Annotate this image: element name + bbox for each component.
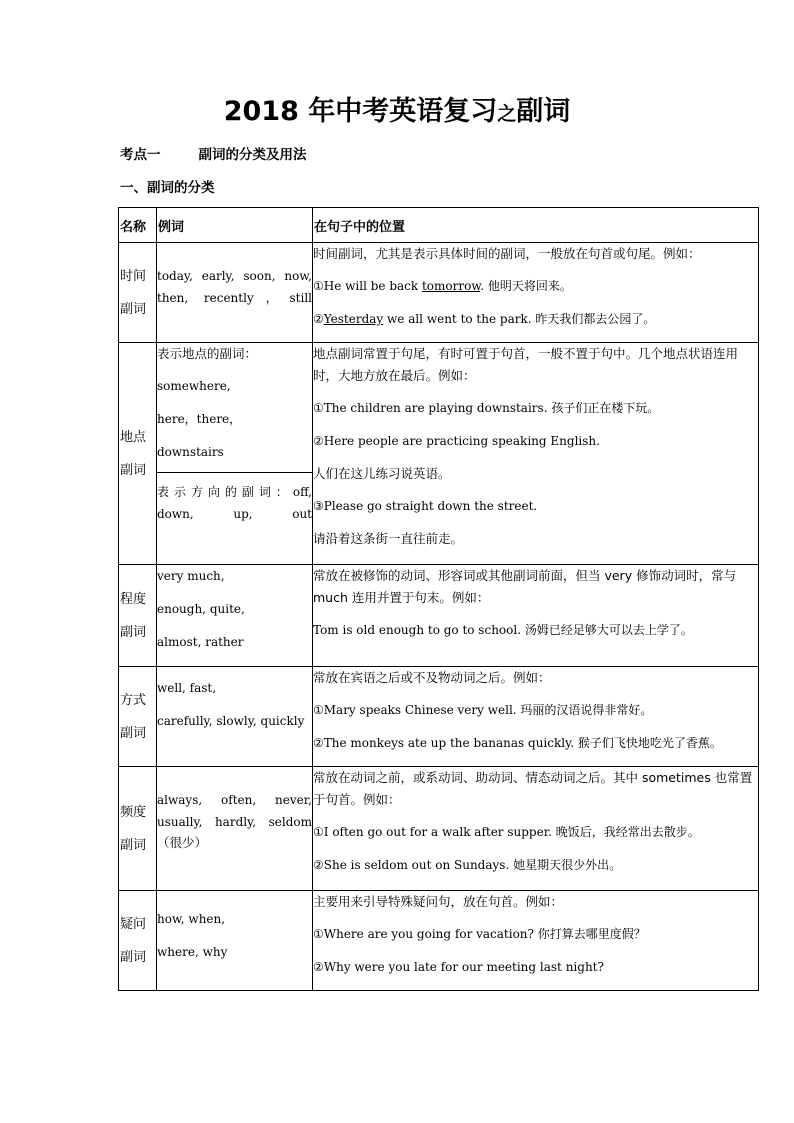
title-main: 2018 年中考英语复习: [223, 96, 498, 127]
row-position-time: [313, 243, 759, 343]
adverb-table: [118, 207, 759, 991]
desc-text: 常放在动词之前，或系动词、助动词、情态动词之后。其中 sometimes 也常置于句首。例如：: [313, 770, 753, 807]
sentence-2: ②Why were you late for our meeting last night?: [313, 960, 604, 974]
sentence-1: Tom is old enough to go to school. 汤姆已经足够大可以去上学了。: [313, 623, 693, 637]
examples-text: almost, rather: [157, 635, 244, 649]
sentence-1: ①I often go out for a walk after supper. 晚饭后，我经常出去散步。: [313, 825, 700, 839]
examples-text: where, why: [157, 945, 228, 959]
row-examples-frequency: [157, 767, 313, 891]
table-row: [119, 343, 759, 565]
row-position-interrogative: [313, 891, 759, 991]
examples-direction: [157, 472, 312, 525]
examples-text: well, fast,: [157, 681, 217, 695]
row-examples-time: [157, 243, 313, 343]
sentence-2-translation: 人们在这儿练习说英语。: [313, 466, 451, 481]
examples-place-title: 表示地点的副词：: [157, 346, 258, 361]
examples-text: here，there，: [157, 412, 242, 426]
row-name-frequency: 频度副词: [119, 767, 157, 891]
sentence-2: ②Yesterday we all went to the park. 昨天我们都去公园了。: [313, 312, 656, 326]
sentence-3-translation: 请沿着这条街一直往前走。: [313, 531, 464, 546]
row-examples-place: [157, 343, 313, 565]
sentence-3: ③Please go straight down the street.: [313, 499, 538, 513]
examples-text: enough, quite,: [157, 602, 245, 616]
table-header-row: [119, 208, 759, 243]
examples-text: always, often, never,: [157, 793, 312, 807]
examples-text: （很少）: [157, 835, 208, 850]
row-position-manner: [313, 667, 759, 767]
table-row: [119, 767, 759, 891]
header-position: 在句子中的位置: [313, 208, 759, 243]
kaodian-heading: [120, 143, 307, 163]
examples-text: today, early, soon, now, then, recently，still: [157, 269, 312, 305]
row-position-degree: [313, 565, 759, 667]
kaodian-label: 考点一: [120, 147, 161, 163]
examples-text: downstairs: [157, 445, 224, 459]
desc-text: 主要用来引导特殊疑问句，放在句首。例如：: [313, 894, 564, 909]
examples-text: very much,: [157, 569, 225, 583]
row-name-interrogative: 疑问副词: [119, 891, 157, 991]
sentence-2: ②She is seldom out on Sundays. 她星期天很少外出。: [313, 858, 622, 872]
sentence-1: ①Where are you going for vacation? 你打算去哪里度假？: [313, 927, 646, 941]
table-row: [119, 667, 759, 767]
row-position-place: [313, 343, 759, 565]
sentence-2: ②Here people are practicing speaking English.: [313, 434, 600, 448]
row-name-place: 地点副词: [119, 343, 157, 565]
row-position-frequency: [313, 767, 759, 891]
title-suffix: 之: [497, 103, 517, 125]
desc-text: 常放在宾语之后或不及物动词之后。例如：: [313, 670, 551, 685]
section-heading: 一、副词的分类: [120, 180, 215, 196]
desc-text: 地点副词常置于句尾，有时可置于句首，一般不置于句中。几个地点状语连用时，大地方放在最后。例如：: [313, 346, 739, 383]
sentence-1: ①Mary speaks Chinese very well. 玛丽的汉语说得非常好。: [313, 703, 653, 717]
table-row: [119, 243, 759, 343]
row-name-time: 时间副词: [119, 243, 157, 343]
table-row: [119, 891, 759, 991]
kaodian-text: 副词的分类及用法: [198, 147, 307, 163]
row-name-manner: 方式副词: [119, 667, 157, 767]
title-end: 副词: [516, 96, 571, 127]
examples-text: how, when,: [157, 912, 226, 926]
examples-direction-text: 表示方向的副词：off, down, up, out: [157, 485, 312, 521]
sentence-1: ①The children are playing downstairs. 孩子们正在楼下玩。: [313, 401, 660, 415]
desc-text: 时间副词，尤其是表示具体时间的副词，一般放在句首或句尾。例如：: [313, 246, 701, 261]
examples-text: usually, hardly, seldom: [157, 815, 312, 829]
sentence-2: ②The monkeys ate up the bananas quickly. 猴子们飞快地吃光了香蕉。: [313, 736, 722, 750]
desc-text: 常放在被修饰的动词、形容词或其他副词前面，但当 very 修饰动词时，常与 much 连用并置于句末。例如：: [313, 568, 737, 605]
row-examples-interrogative: [157, 891, 313, 991]
examples-text: somewhere,: [157, 379, 231, 393]
table-row: [119, 565, 759, 667]
header-name: 名称: [119, 208, 157, 243]
examples-text: carefully, slowly, quickly: [157, 714, 305, 728]
page-title: [0, 94, 794, 132]
row-examples-manner: [157, 667, 313, 767]
row-name-degree: 程度副词: [119, 565, 157, 667]
sentence-1: ①He will be back tomorrow. 他明天将回来。: [313, 279, 572, 293]
row-examples-degree: [157, 565, 313, 667]
header-examples: 例词: [157, 208, 313, 243]
